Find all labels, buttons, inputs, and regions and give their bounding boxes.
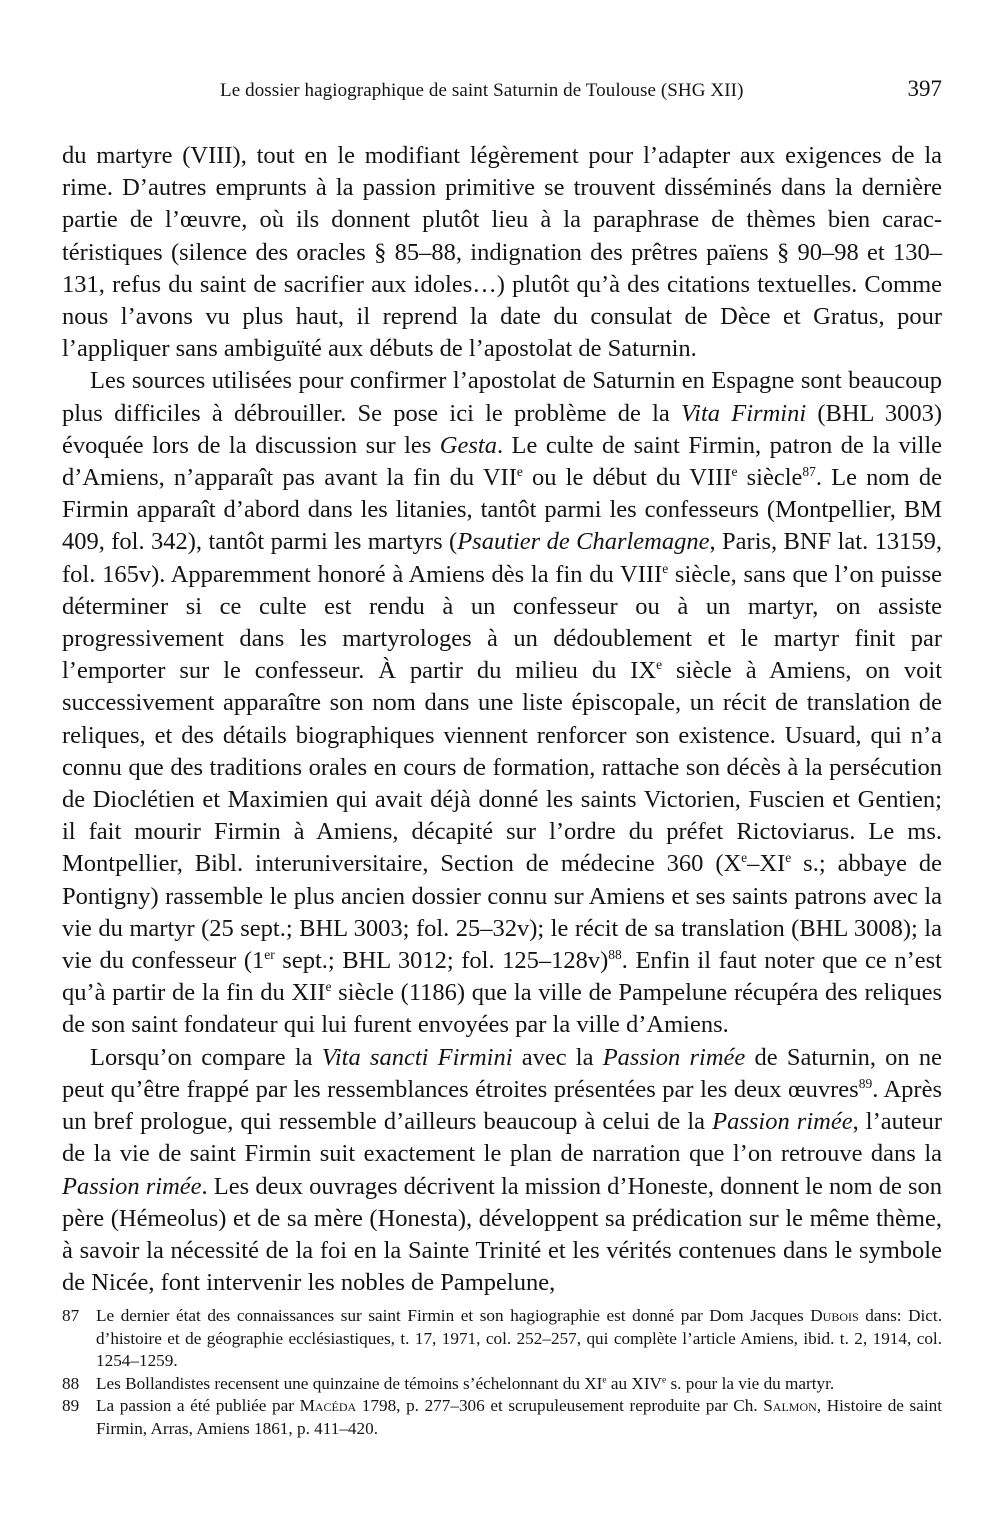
text-run: . Enfin il faut noter que ce n’est qu’à partir de la fin du XII bbox=[62, 947, 942, 1007]
text-run: . Les deux ouvrages décrivent la mission d’Honeste, donnent le nom de son père (Hémeolus) et de sa mère (Honesta), développent sa prédication sur le même thème, à savoir la nécessité de la foi en la Sainte Trinité et les vérités contenues dans le symbole de Nicée, font intervenir les nobles de Pampelune, bbox=[62, 1172, 943, 1297]
paragraph bbox=[62, 1042, 942, 1300]
superscript: e bbox=[731, 463, 738, 479]
text-run: sept.; BHL 3012; fol. 125–128v) bbox=[274, 947, 609, 975]
footnote bbox=[62, 1305, 942, 1373]
author-name: Salmon bbox=[763, 1396, 817, 1415]
italic-text: Gesta bbox=[439, 431, 497, 459]
superscript: 88 bbox=[608, 946, 622, 962]
text-run: siècle, sans que l’on puisse déterminer si ce culte est rendu à un confesseur ou à un martyr, on assiste progressivement dans les martyrologes à un dédoublement et le martyr finit par l’emporter sur le confesseur. À partir du milieu du IX bbox=[62, 560, 942, 685]
author-name: Dubois bbox=[810, 1306, 859, 1325]
text-run: (BHL 3003) évoquée lors de la discussion sur les bbox=[62, 399, 943, 459]
text-run: La passion a été publiée par bbox=[96, 1396, 300, 1415]
text-run: Le dernier état des connaissances sur saint Firmin et son hagiographie est donné par Dom Jacques bbox=[96, 1306, 811, 1325]
italic-text: Passion rimée bbox=[712, 1108, 853, 1136]
footnote-number: 89 bbox=[62, 1396, 80, 1415]
page-number: 397 bbox=[907, 76, 942, 101]
footnote-number: 87 bbox=[62, 1306, 80, 1325]
text-run: du martyre (VIII), tout en le modifiant légèrement pour l’adapter aux exigences de la rime. D’autres emprunts à la passion primitive se trouvent disséminés dans la dernière partie de l’œuvre, où ils donnent plutôt lieu à la paraphrase de thèmes bien caractéristiques (silence des oracles § 85–88, indignation des prêtres païens § 90–98 et 130–131, refus du saint de sacrifier aux idoles…) plutôt qu’à des citations textuelles. Comme nous l’avons vu plus haut, il reprend la date du consulat de Dèce et Gratus, pour l’appliquer sans ambiguïté aux débuts de l’apostolat de Saturnin. bbox=[62, 142, 942, 363]
footnote-text bbox=[96, 1395, 942, 1440]
italic-text: Passion rimée bbox=[602, 1043, 746, 1071]
italic-text: Vita Firmini bbox=[681, 399, 807, 427]
footnote bbox=[62, 1373, 942, 1396]
superscript: e bbox=[602, 1374, 607, 1385]
text-run: Les Bollandistes recensent une quinzaine de témoins s’échelonnant du XI bbox=[96, 1373, 603, 1393]
paragraph bbox=[62, 140, 942, 365]
superscript: e bbox=[656, 657, 663, 673]
footnote-text bbox=[96, 1373, 942, 1396]
superscript: e bbox=[785, 850, 792, 866]
text-run: s. pour la vie du martyr. bbox=[666, 1373, 835, 1393]
text-run: ou le début du VIII bbox=[522, 464, 732, 492]
superscript: e bbox=[325, 979, 332, 995]
footnote-number: 88 bbox=[62, 1373, 80, 1393]
text-run: s.; abbaye de Pontigny) rassemble le plus ancien dossier connu sur Amiens et ses saints patrons avec la vie du martyr (25 sept.; BHL 3003; fol. 25–32v); le récit de sa translation (BHL 3008); la vie du confesseur (1 bbox=[62, 850, 942, 975]
superscript: e bbox=[516, 463, 523, 479]
text-run: avec la bbox=[512, 1043, 603, 1071]
text-run: siècle bbox=[737, 464, 803, 492]
superscript: er bbox=[264, 946, 275, 962]
running-title: Le dossier hagiographique de saint Saturnin de Toulouse (SHG XII) bbox=[220, 80, 744, 101]
superscript: 87 bbox=[802, 463, 816, 479]
text-run: , Histoire de saint Firmin, Arras, Amiens 1861, p. 411–420. bbox=[96, 1396, 942, 1438]
text-run: de Saturnin, on ne peut qu’être frappé par les ressemblances étroites présentées par les deux œuvres bbox=[62, 1043, 942, 1103]
italic-text: Psautier de Charlemagne bbox=[457, 528, 710, 556]
author-name: Macéda bbox=[299, 1396, 357, 1415]
footnote-text bbox=[96, 1305, 942, 1373]
italic-text: Vita sancti Firmini bbox=[321, 1043, 513, 1071]
text-run: Les sources utilisées pour confirmer l’apostolat de Saturnin en Espagne sont beaucoup plus difficiles à débrouiller. Se pose ici le problème de la bbox=[62, 367, 942, 427]
text-run: . Le nom de Firmin apparaît d’abord dans les litanies, tantôt parmi les confesseurs (Montpellier, BM 409, fol. 342), tantôt parmi les martyrs ( bbox=[62, 464, 942, 556]
text-run: –XI bbox=[747, 850, 786, 878]
footnote bbox=[62, 1395, 942, 1440]
superscript: e bbox=[661, 1374, 667, 1385]
text-run: . Le culte de saint Firmin, patron de la ville d’Amiens, n’apparaît pas avant la fin du VII bbox=[62, 431, 942, 492]
text-run: siècle (1186) que la ville de Pampelune récupéra des reliques de son saint fondateur qui lui furent envoyées par la ville d’Amiens. bbox=[62, 979, 942, 1039]
text-run: , l’auteur de la vie de saint Firmin suit exactement le plan de narration que l’on retrouve dans la bbox=[62, 1108, 942, 1168]
superscript: e bbox=[662, 560, 669, 576]
paragraph bbox=[62, 365, 942, 1041]
text-run: , Paris, BNF lat. 13159, fol. 165v). Apparemment honoré à Amiens dès la fin du VIII bbox=[62, 528, 943, 588]
text-run: Lorsqu’on compare la bbox=[90, 1043, 322, 1071]
footnotes bbox=[62, 1305, 942, 1440]
text-run: au XIV bbox=[606, 1373, 662, 1393]
italic-text: Passion rimée bbox=[62, 1172, 202, 1200]
page-header bbox=[62, 76, 942, 106]
superscript: e bbox=[741, 850, 748, 866]
text-run: siècle à Amiens, on voit successivement apparaître son nom dans une liste épiscopale, un récit de translation de reliques, et des détails biographiques viennent renforcer son existence. Usuard, qui n’a connu que des traditions orales en cours de formation, rattache son décès à la persécution de Dioclétien et Maximien qui avait déjà donné les saints Victorien, Fuscien et Gentien; il fait mourir Firmin à Amiens, décapité sur l’ordre du préfet Rictoviarus. Le ms. Montpellier, Bibl. interuniversitaire, Section de médecine 360 (X bbox=[62, 657, 943, 878]
text-run: . Après un bref prologue, qui ressemble d’ailleurs beaucoup à celui de la bbox=[62, 1075, 942, 1136]
text-run: 1798, p. 277–306 et scrupuleusement reproduite par Ch. bbox=[356, 1396, 764, 1415]
text-run: dans: Dict. d’histoire et de géographie ecclésiastiques, t. 17, 1971, col. 252–257, qui complète l’article Amiens, ibid. t. 2, 1914, col. 1254–1259. bbox=[96, 1306, 942, 1370]
body-text bbox=[62, 140, 942, 1299]
superscript: 89 bbox=[858, 1075, 873, 1091]
